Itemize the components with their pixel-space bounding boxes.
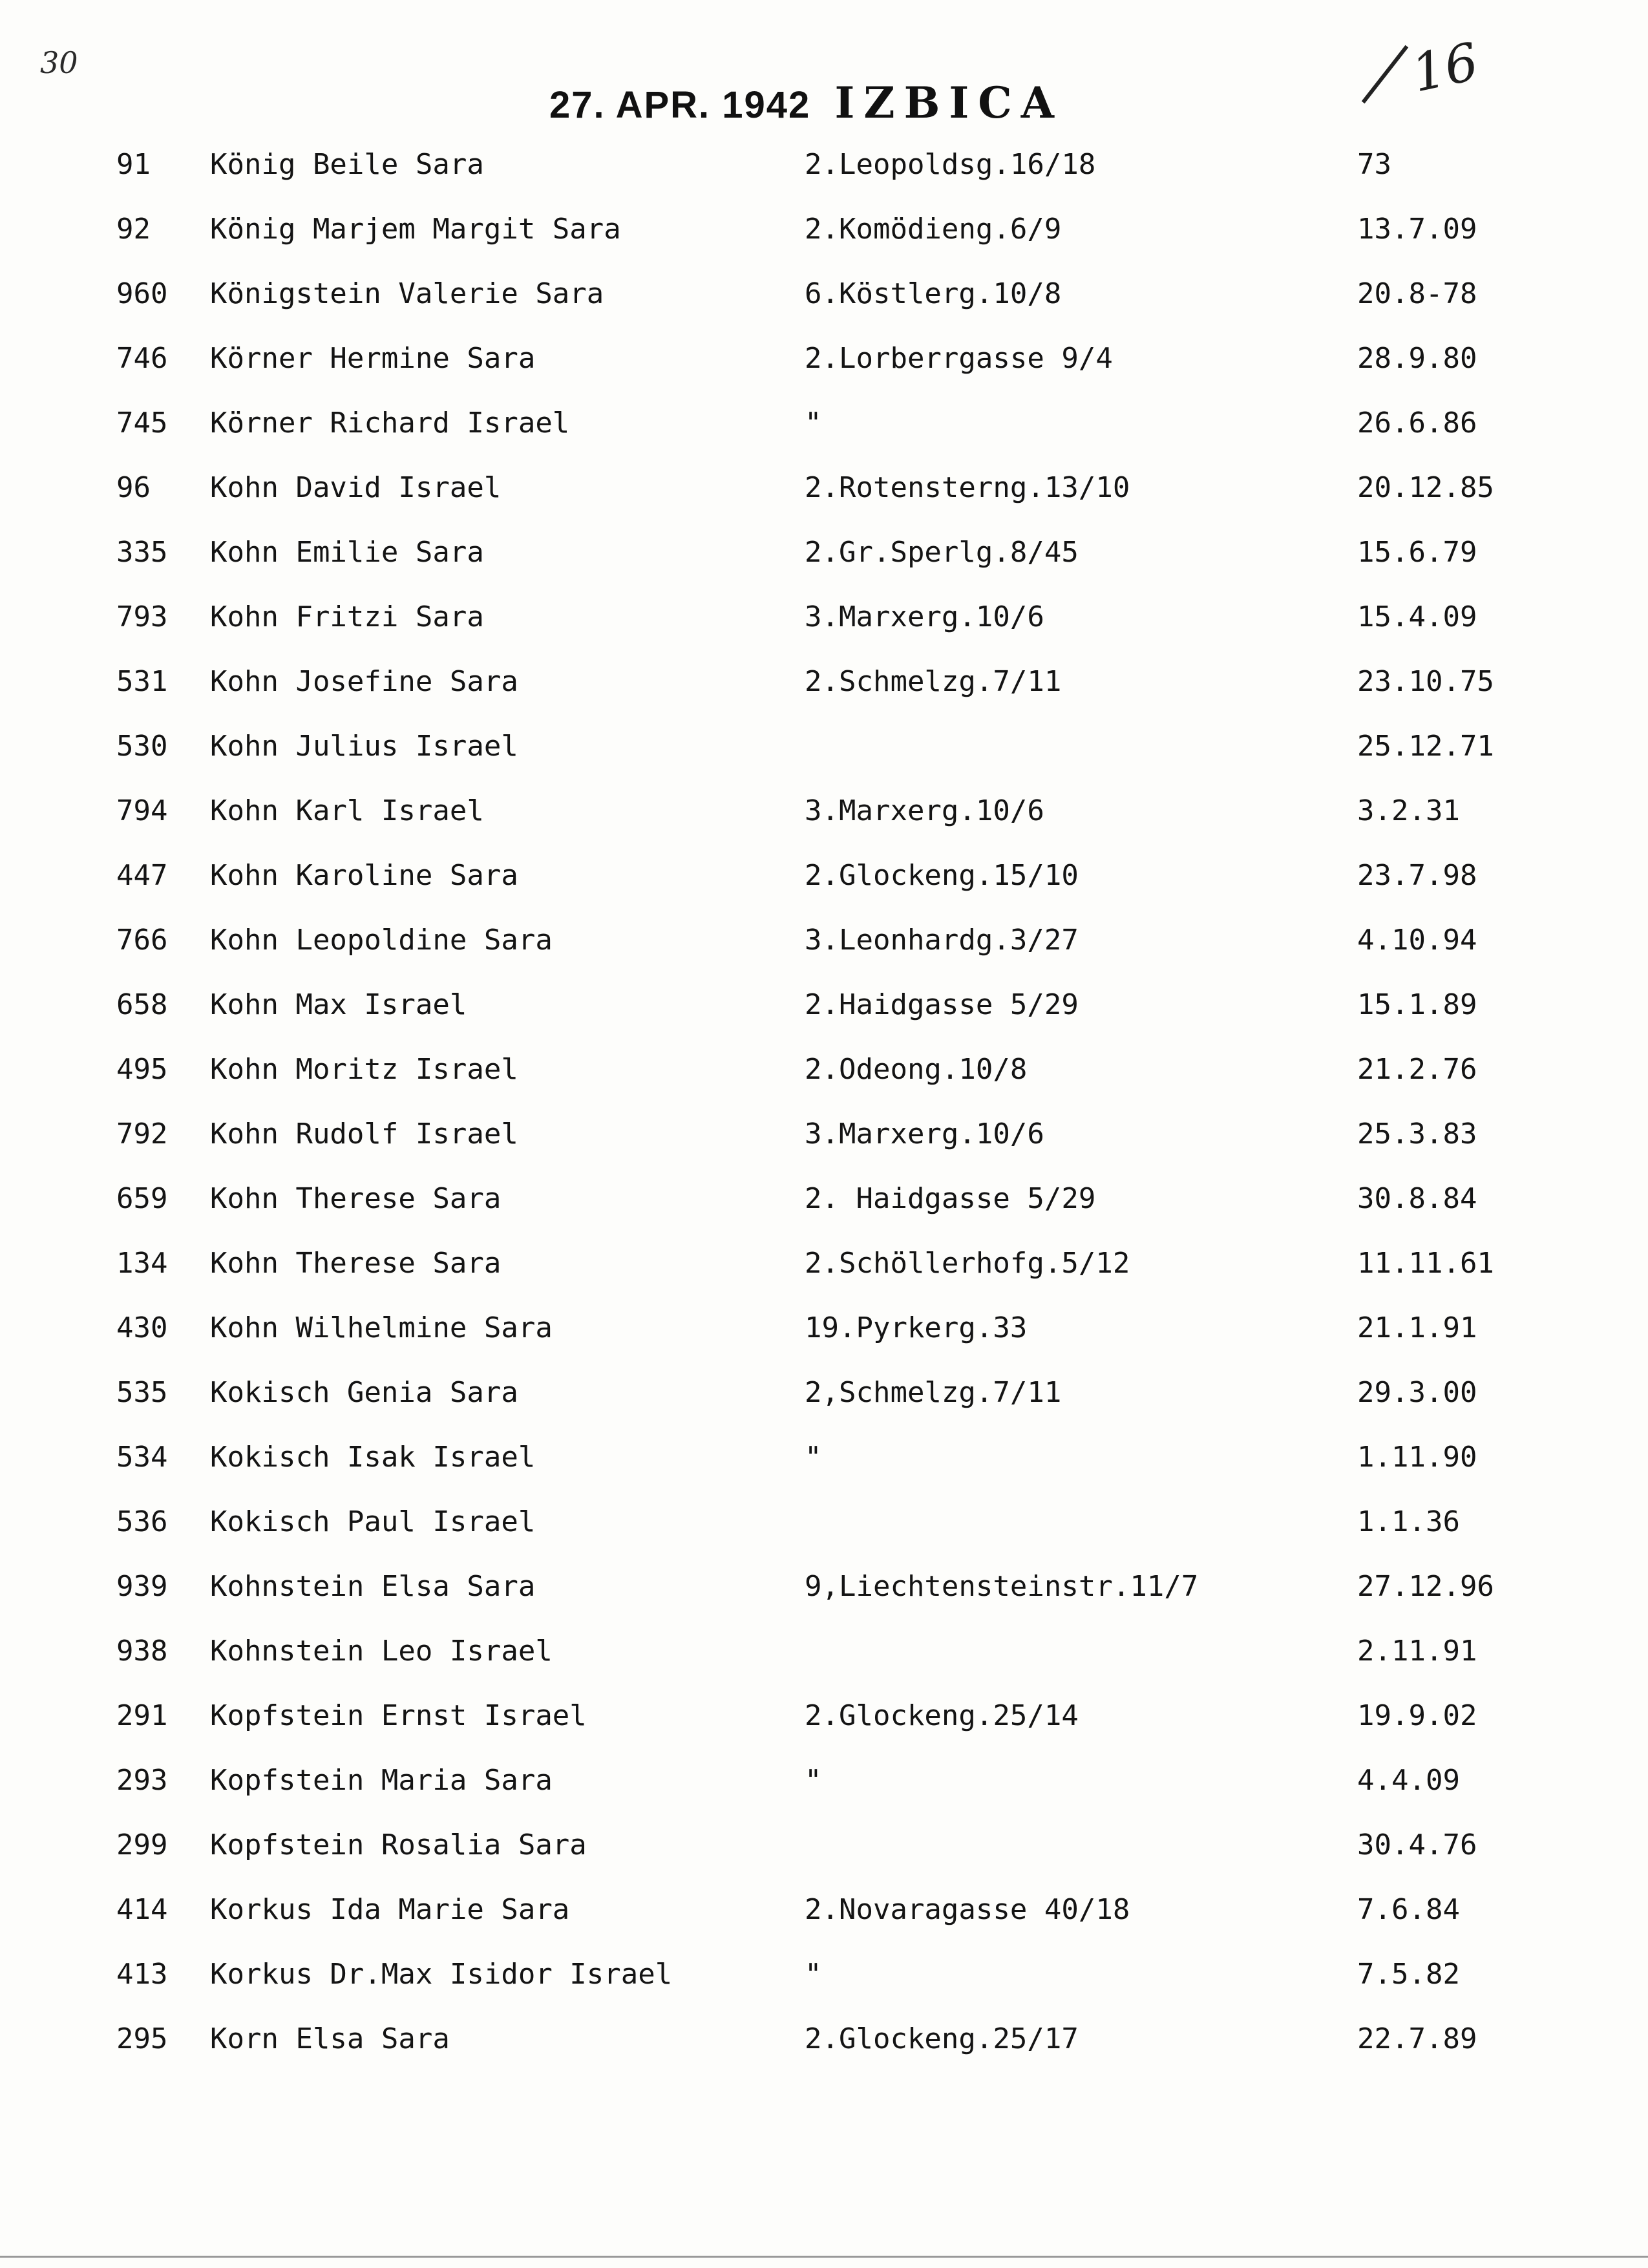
record-row [0,262,1648,326]
record-number: 291 [116,1699,168,1732]
record-birthdate: 73 [1357,148,1391,181]
record-name: Kohnstein Elsa Sara [210,1570,536,1603]
record-name: Kohn Emilie Sara [210,536,484,569]
record-name: Königstein Valerie Sara [210,277,604,310]
record-birthdate: 23.10.75 [1357,665,1494,698]
record-birthdate: 1.11.90 [1357,1441,1477,1474]
record-number: 534 [116,1441,168,1474]
record-address: 2.Glockeng.25/14 [805,1699,1079,1732]
record-number: 939 [116,1570,168,1603]
record-birthdate: 20.8-78 [1357,277,1477,310]
record-birthdate: 25.3.83 [1357,1118,1477,1150]
record-name: Kohn Karl Israel [210,794,484,827]
record-row [0,585,1648,650]
record-name: Kohn Josefine Sara [210,665,518,698]
record-row [0,391,1648,456]
date-place-stamp [549,78,1063,128]
record-address: 3.Marxerg.10/6 [805,1118,1044,1150]
page-number-stroke [1362,45,1408,103]
record-address: 2.Schöllerhofg.5/12 [805,1247,1130,1280]
record-address: 2. Haidgasse 5/29 [805,1182,1096,1215]
record-row [0,1361,1648,1425]
record-address: 2,Schmelzg.7/11 [805,1376,1062,1409]
record-number: 794 [116,794,168,827]
record-name: Kohn Moritz Israel [210,1053,518,1086]
records-list [0,132,1648,2072]
record-address: 2.Schmelzg.7/11 [805,665,1062,698]
record-row [0,1878,1648,1942]
record-address: " [805,407,822,440]
record-name: Kopfstein Maria Sara [210,1764,553,1797]
record-name: Körner Hermine Sara [210,342,536,375]
record-number: 92 [116,213,151,246]
record-number: 535 [116,1376,168,1409]
record-number: 134 [116,1247,168,1280]
record-address: " [805,1764,822,1797]
record-row [0,1684,1648,1748]
record-number: 96 [116,471,151,504]
record-name: König Beile Sara [210,148,484,181]
record-address: 6.Köstlerg.10/8 [805,277,1062,310]
record-row [0,1231,1648,1296]
record-row [0,1296,1648,1361]
record-row [0,973,1648,1037]
record-birthdate: 30.8.84 [1357,1182,1477,1215]
record-number: 530 [116,730,168,763]
record-number: 91 [116,148,151,181]
record-birthdate: 30.4.76 [1357,1828,1477,1861]
record-birthdate: 1.1.36 [1357,1505,1460,1538]
record-birthdate: 4.10.94 [1357,924,1477,957]
record-number: 413 [116,1958,168,1991]
record-address: 2.Novaragasse 40/18 [805,1893,1130,1926]
record-row [0,1425,1648,1490]
record-number: 414 [116,1893,168,1926]
record-name: Korkus Dr.Max Isidor Israel [210,1958,673,1991]
record-number: 335 [116,536,168,569]
record-birthdate: 3.2.31 [1357,794,1460,827]
record-birthdate: 27.12.96 [1357,1570,1494,1603]
record-birthdate: 15.6.79 [1357,536,1477,569]
record-name: Kohn Wilhelmine Sara [210,1311,553,1344]
record-address: 2.Leopoldsg.16/18 [805,148,1096,181]
record-birthdate: 19.9.02 [1357,1699,1477,1732]
record-number: 531 [116,665,168,698]
record-row [0,1813,1648,1878]
record-row [0,843,1648,908]
record-birthdate: 28.9.80 [1357,342,1477,375]
record-row [0,1748,1648,1813]
record-birthdate: 7.5.82 [1357,1958,1460,1991]
record-birthdate: 25.12.71 [1357,730,1494,763]
record-row [0,456,1648,520]
record-birthdate: 21.1.91 [1357,1311,1477,1344]
record-address: 2.Glockeng.15/10 [805,859,1079,892]
handwritten-page-number: 16 [1406,31,1484,104]
record-address: 3.Leonhardg.3/27 [805,924,1079,957]
record-address: 2.Gr.Sperlg.8/45 [805,536,1079,569]
record-number: 793 [116,600,168,633]
record-row [0,1037,1648,1102]
record-birthdate: 21.2.76 [1357,1053,1477,1086]
record-row [0,779,1648,843]
record-number: 658 [116,988,168,1021]
record-number: 792 [116,1118,168,1150]
record-number: 293 [116,1764,168,1797]
record-row [0,1490,1648,1554]
record-name: Kohnstein Leo Israel [210,1635,553,1668]
record-address: 2.Lorberrgasse 9/4 [805,342,1113,375]
record-birthdate: 29.3.00 [1357,1376,1477,1409]
record-row [0,1942,1648,2007]
record-address: " [805,1441,822,1474]
record-number: 659 [116,1182,168,1215]
record-name: Kokisch Paul Israel [210,1505,536,1538]
stamp-place: IZBICA [834,78,1063,128]
record-name: Kopfstein Ernst Israel [210,1699,587,1732]
record-row [0,197,1648,262]
record-number: 746 [116,342,168,375]
record-name: Kohn Therese Sara [210,1247,502,1280]
record-birthdate: 2.11.91 [1357,1635,1477,1668]
record-birthdate: 23.7.98 [1357,859,1477,892]
record-address: 3.Marxerg.10/6 [805,600,1044,633]
record-number: 960 [116,277,168,310]
record-name: Kohn Karoline Sara [210,859,518,892]
record-number: 299 [116,1828,168,1861]
record-row [0,714,1648,779]
record-number: 766 [116,924,168,957]
record-address: 2.Haidgasse 5/29 [805,988,1079,1021]
record-birthdate: 26.6.86 [1357,407,1477,440]
record-number: 430 [116,1311,168,1344]
record-address: 2.Odeong.10/8 [805,1053,1028,1086]
record-row [0,1619,1648,1684]
record-birthdate: 22.7.89 [1357,2022,1477,2055]
record-name: Kopfstein Rosalia Sara [210,1828,587,1861]
record-birthdate: 13.7.09 [1357,213,1477,246]
record-name: Kohn Max Israel [210,988,467,1021]
handwritten-corner-note: 30 [40,45,78,80]
record-birthdate: 20.12.85 [1357,471,1494,504]
record-name: Kohn Leopoldine Sara [210,924,553,957]
record-name: Korn Elsa Sara [210,2022,450,2055]
record-birthdate: 4.4.09 [1357,1764,1460,1797]
record-name: Kohn David Israel [210,471,502,504]
record-number: 536 [116,1505,168,1538]
record-row [0,326,1648,391]
record-birthdate: 15.1.89 [1357,988,1477,1021]
record-birthdate: 11.11.61 [1357,1247,1494,1280]
record-name: König Marjem Margit Sara [210,213,621,246]
record-row [0,1554,1648,1619]
record-address: 2.Glockeng.25/17 [805,2022,1079,2055]
record-address: " [805,1958,822,1991]
record-number: 295 [116,2022,168,2055]
record-address: 19.Pyrkerg.33 [805,1311,1028,1344]
record-address: 2.Rotensterng.13/10 [805,471,1130,504]
record-name: Kohn Julius Israel [210,730,518,763]
record-number: 447 [116,859,168,892]
stamp-date: 27. APR. 1942 [549,84,811,126]
page-bottom-edge [0,2256,1648,2258]
record-row [0,2007,1648,2072]
record-name: Körner Richard Israel [210,407,570,440]
record-row [0,520,1648,585]
record-birthdate: 15.4.09 [1357,600,1477,633]
record-name: Kokisch Isak Israel [210,1441,536,1474]
record-address: 2.Komödieng.6/9 [805,213,1062,246]
record-address: 3.Marxerg.10/6 [805,794,1044,827]
record-row [0,1102,1648,1167]
record-name: Kohn Fritzi Sara [210,600,484,633]
record-row [0,1167,1648,1231]
record-address: 9,Liechtensteinstr.11/7 [805,1570,1199,1603]
record-number: 745 [116,407,168,440]
record-row [0,908,1648,973]
record-name: Kohn Rudolf Israel [210,1118,518,1150]
record-name: Kokisch Genia Sara [210,1376,518,1409]
record-row [0,132,1648,197]
record-name: Korkus Ida Marie Sara [210,1893,570,1926]
record-row [0,650,1648,714]
record-number: 938 [116,1635,168,1668]
record-number: 495 [116,1053,168,1086]
record-name: Kohn Therese Sara [210,1182,502,1215]
record-birthdate: 7.6.84 [1357,1893,1460,1926]
